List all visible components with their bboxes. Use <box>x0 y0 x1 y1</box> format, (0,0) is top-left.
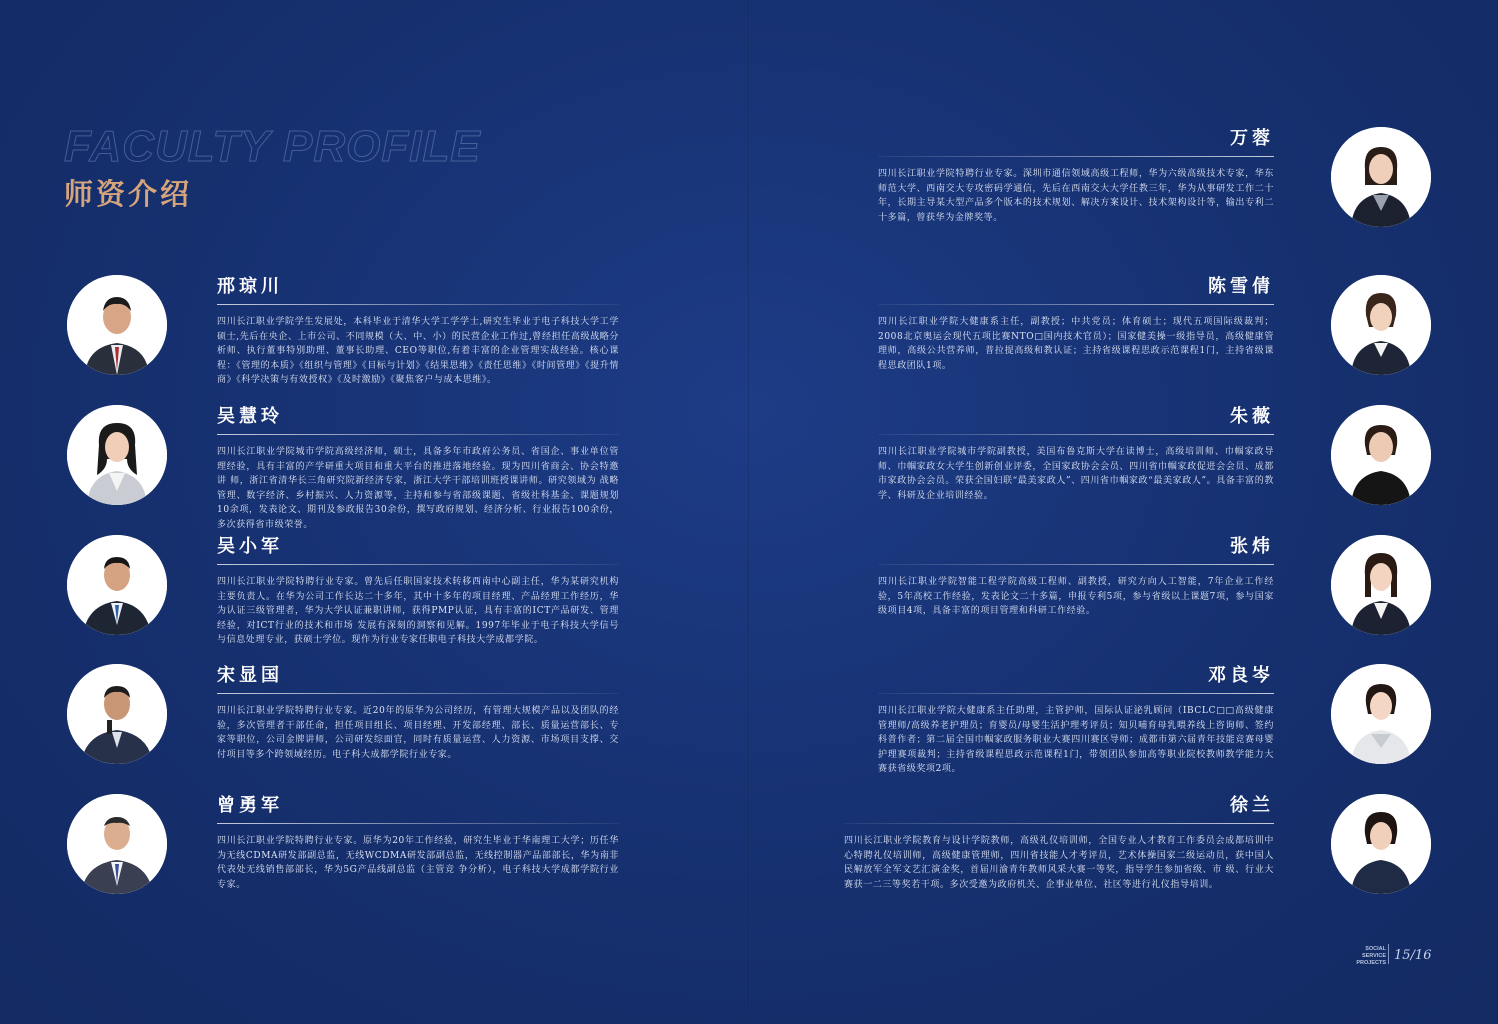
faculty-bio: 四川长江职业学院大健康系主任，副教授；中共党员；体育硕士；现代五项国际级裁判；2008北京奥运会现代五项比赛NTO□国内技术官员）；国家健美操一级指导员，高级健康管理师，高级公共营养师，普拉提高级和教认证；主持省级课程思政示范课程1门，主持省级课程思政团队1项。 <box>878 317 1274 371</box>
faculty-bio: 四川长江职业学院城市学院副教授，美国布鲁克斯大学在读博士，高级培训师、巾帼家政导师、巾帼家政女大学生创新创业评委，全国家政协会会员、四川省巾帼家政促进会会员、成都市家政协会会员。荣获全国妇联“最美家政人”、四川省巾帼家政“最美家政人”。具备丰富的教学、科研及企业培训经验。 <box>878 447 1274 501</box>
faculty-profile-title-en: FACULTY PROFILE <box>64 122 481 171</box>
faculty-profile-title-cn: 师资介绍 <box>64 177 193 211</box>
faculty-name: 陈雪倩 <box>1208 276 1274 297</box>
faculty-name: 邢琼川 <box>217 276 283 297</box>
faculty-name: 宋显国 <box>217 665 283 686</box>
faculty-bio: 四川长江职业学院教育与设计学院教师，高级礼仪培训师，全国专业人才教育工作委员会成都培训中心特聘礼仪培训师，高级健康管理师，四川省技能人才考评员，艺术体操国家二级运动员，获中国人民解放军全军文艺汇演金奖，首届川渝青年教师风采大赛一等奖，指导学生参加省级、市 级、行业大赛获一二三等奖若干项。多次受邀为政府机关、企事业单位、社区等进行礼仪指导培训。 <box>844 836 1274 890</box>
faculty-entry <box>844 791 1274 892</box>
faculty-bio: 四川长江职业学院特聘行业专家。深圳市通信领域高级工程师，华为六级高级技术专家，华东师范大学、西南交大专攻密码学通信，先后在西南交大大学任教三年，华为从事研发工作二十年，长期主导某大型产品多个版本的技术规划、解决方案设计、技术架构设计等，输出专利二十多篇，曾获华为金牌奖等。 <box>878 169 1274 223</box>
avatar-photo <box>67 794 167 894</box>
name-underline <box>844 823 1274 824</box>
faculty-name: 吴小军 <box>217 536 283 557</box>
faculty-bio: 四川长江职业学院大健康系主任助理，主管护师，国际认证泌乳顾问（IBCLC□□高级健康管理师/高级养老护理员；育婴员/母婴生活护理考评员；知贝哺育母乳喂养线上咨询师、签约科普作者；第二届全国巾帼家政服务职业大赛四川赛区导师；成都市第六届青年技能竞赛母婴护理赛项裁判；主持省级课程思政示范课程1门，带领团队参加高等职业院校教师教学能力大赛获省级奖项2项。 <box>878 706 1274 775</box>
section-tag-line: SOCIAL SERVICE <box>1361 946 1386 959</box>
name-underline <box>217 823 619 824</box>
faculty-entry <box>878 124 1274 225</box>
faculty-name: 张炜 <box>1230 536 1274 557</box>
faculty-name: 曾勇军 <box>217 795 283 816</box>
avatar-photo <box>67 664 167 764</box>
faculty-bio: 四川长江职业学院智能工程学院高级工程师、副教授，研究方向人工智能，7年企业工作经验，5年高校工作经验，发表论文二十多篇，申报专利5项，参与省级以上课题7项，参与国家级项目4项，具备丰富的项目管理和科研工作经验。 <box>878 577 1274 617</box>
name-underline <box>878 564 1274 565</box>
faculty-name: 邓良岑 <box>1208 665 1274 686</box>
faculty-entry <box>217 402 619 533</box>
section-tag-line: PROJECTS <box>1356 960 1386 966</box>
faculty-bio: 四川长江职业学院特聘行业专家。近20年的原华为公司经历，有管理大规模产品以及团队的经验，多次管理者干部任命，担任项目组长、项目经理、开发部经理、部长、质量运营部长、专家等职位，公司金牌讲师，公司研发综面官，同时有质量运营、人力资源、市场项目支撑、交付项目等多个跨领域经历。电子科大成都学院行业专家。 <box>217 706 619 760</box>
avatar-photo <box>1331 405 1431 505</box>
faculty-bio: 四川长江职业学院城市学院高级经济师，硕士，具备多年市政府公务员、省国企、事业单位管理经验，具有丰富的产学研重大项目和重大平台的推进落地经验。现为四川省商会、协会特邀讲 师，浙江省清华长三角研究院新经济专家，浙江大学干部培训班授课讲师。研究领域为 战略管理、数字经济、乡村振兴、人力资源等，主持和参与省部级课题、省级社科基金、课题规划10余项，发表论文、期刊及参政报告30余份，撰写政府规划、经济分析、行业报告100余份，多次获得省市级荣誉。 <box>217 447 619 530</box>
name-underline <box>878 156 1274 157</box>
faculty-entry <box>878 532 1274 619</box>
faculty-bio: 四川长江职业学院特聘行业专家。曾先后任职国家技术转移西南中心副主任，华为某研究机构主要负责人。在华为公司工作长达二十多年，其中十多年的项目经理、产品经理工作经历，华为认证三级管理者，华为大学认证兼职讲师，获得PMP认证，具有丰富的ICT产品研发、管理经验，对ICT行业的技术和市场 发展有深刻的洞察和见解。1997年毕业于电子科技大学信号与信息处理专业，获硕士学位。现作为行业专家任职电子科技大学成都学院。 <box>217 577 619 646</box>
page-number: 15/16 <box>1394 948 1432 963</box>
faculty-entry <box>878 661 1274 777</box>
avatar-photo <box>67 275 167 375</box>
faculty-entry <box>217 791 619 892</box>
avatar-photo <box>1331 275 1431 375</box>
faculty-bio: 四川长江职业学院学生发展处，本科毕业于清华大学工学学士,研究生毕业于电子科技大学工学硕士,先后在央企、上市公司、不同规模（大、中、小）的民营企业工作过,曾经担任高级战略分析师、执行董事特别助理、董事长助理、CEO等职位,有着丰富的企业管理实战经验。核心课程：《管理的本质》《组织与管理》《目标与计划》《结果思维》《责任思维》《时间管理》《提升情商》《科学决策与有效授权》《及时激励》《聚焦客户与成本思维》。 <box>217 317 619 386</box>
faculty-entry <box>217 532 619 648</box>
faculty-name: 徐兰 <box>1230 795 1274 816</box>
name-underline <box>217 693 619 694</box>
faculty-name: 朱薇 <box>1230 406 1274 427</box>
faculty-entry <box>217 272 619 388</box>
name-underline <box>878 693 1274 694</box>
name-underline <box>217 564 619 565</box>
faculty-bio: 四川长江职业学院特聘行业专家。原华为20年工作经验，研究生毕业于华南理工大学；历任华为无线CDMA研发部副总监，无线WCDMA研发部副总监，无线控制器产品部部长，华为南非代表处无线销售部部长，华为5G产品线副总监（主管竞 争分析），电子科技大学成都学院行业专家。 <box>217 836 619 890</box>
faculty-name: 万蓉 <box>1230 128 1274 149</box>
footer-divider <box>1388 944 1389 964</box>
spread-gutter <box>748 0 750 1024</box>
faculty-entry <box>217 661 619 762</box>
name-underline <box>878 434 1274 435</box>
name-underline <box>878 304 1274 305</box>
faculty-entry <box>878 272 1274 373</box>
avatar-photo <box>1331 535 1431 635</box>
avatar-photo <box>67 535 167 635</box>
faculty-name: 吴慧玲 <box>217 406 283 427</box>
name-underline <box>217 434 619 435</box>
avatar-photo <box>1331 664 1431 764</box>
avatar-photo <box>67 405 167 505</box>
avatar-photo <box>1331 127 1431 227</box>
avatar-photo <box>1331 794 1431 894</box>
section-tag <box>1342 946 1386 967</box>
faculty-entry <box>878 402 1274 503</box>
name-underline <box>217 304 619 305</box>
